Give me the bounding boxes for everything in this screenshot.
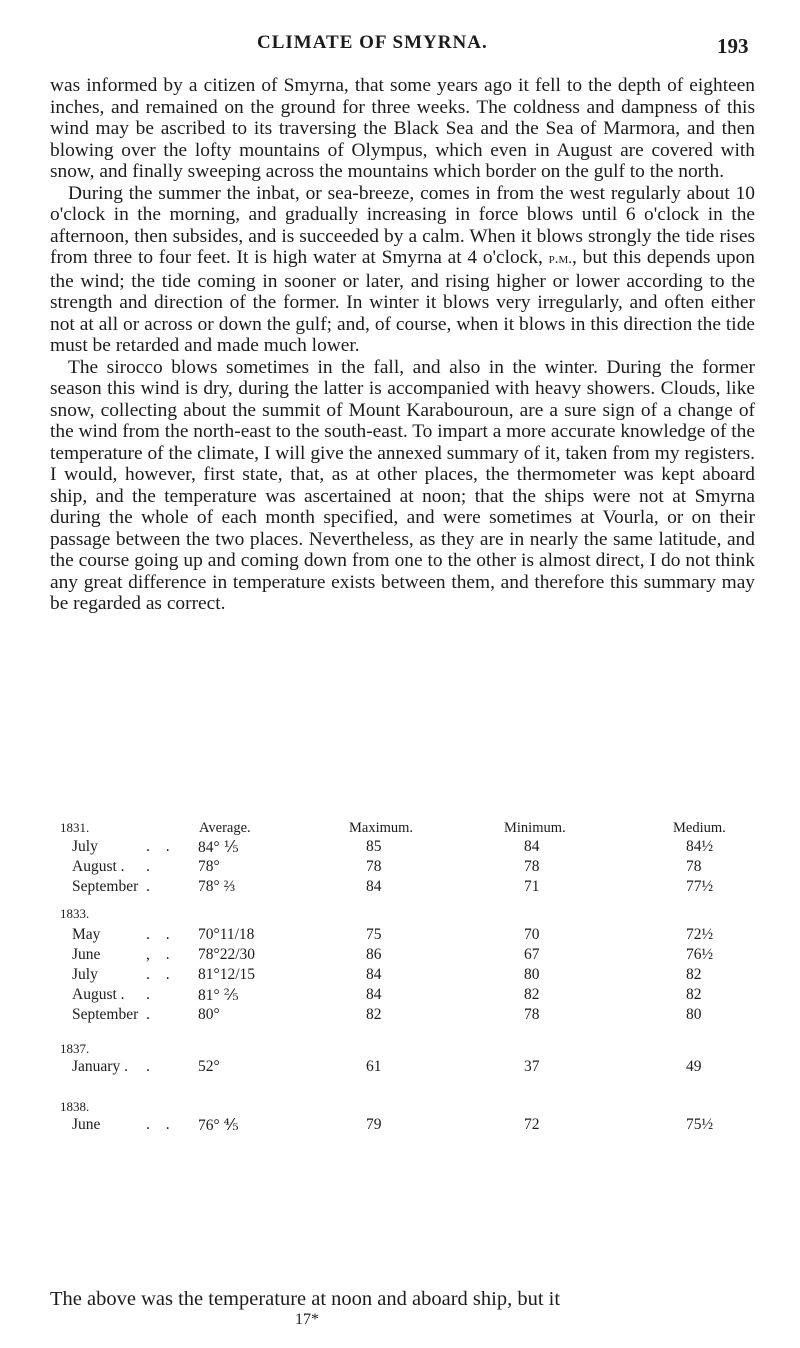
table-row [60,986,760,1006]
medium-cell: 78 [686,858,702,875]
year-label: 1838. [60,1099,90,1114]
leader-dots: . [146,1006,156,1023]
average-cell: 52° [198,1058,220,1075]
table-row [60,1058,760,1078]
leader-dots: . . [146,838,176,855]
medium-cell: 72½ [686,926,714,943]
average-cell: 84° ⅕ [198,839,239,856]
maximum-cell: 78 [366,858,382,875]
maximum-cell: 84 [366,986,382,1003]
maximum-cell: 85 [366,838,382,855]
minimum-cell: 71 [524,878,540,895]
medium-cell: 82 [686,986,702,1003]
month-cell: July [72,966,98,983]
running-title: CLIMATE OF SMYRNA. [257,32,488,53]
average-cell: 78° ⅔ [198,878,236,895]
month-cell: July [72,838,98,855]
maximum-cell: 75 [366,926,382,943]
paragraph-text-smallcaps: p.m. [548,251,573,267]
average-cell: 80° [198,1006,220,1023]
body-text [50,75,755,615]
table-row [60,838,760,858]
average-cell: 78°22/30 [198,946,256,963]
column-header-maximum: Maximum. [349,820,414,836]
signature-mark: 17* [295,1311,319,1328]
month-cell: January . [72,1058,128,1075]
medium-cell: 84½ [686,838,714,855]
month-cell: September [72,878,139,895]
paragraph-text: , but this depends upon the wind; the tide coming in sooner or later, and rising higher or lower according to the strength and direction of the former. In winter it blows very irregularly, and often either not at all or across or down the gulf; and, of course, when it blows in this direction the tide must be retarded and made much lower. [50,247,756,356]
table-row [60,1006,760,1026]
medium-cell: 82 [686,966,702,983]
leader-dots: , . [146,946,176,963]
table-row [60,926,760,946]
month-cell: August . [72,986,125,1003]
page-number: 193 [717,34,749,58]
average-cell: 70°11/18 [198,926,255,943]
column-header-minimum: Minimum. [504,820,566,836]
medium-cell: 80 [686,1006,702,1023]
maximum-cell: 79 [366,1116,382,1133]
paragraph-text: During the summer the inbat, or sea-breeze, comes in from the west regularly about 10 o'clock in the morning, and gradually increasing in force blows until 6 o'clock in the afternoon, then subsides, and is succeeded by a calm. When it blows strongly the tide rises from three to four feet. It is high water at Smyrna at 4 o'clock, [50,182,755,268]
leader-dots: . [146,878,156,895]
maximum-cell: 61 [366,1058,382,1075]
minimum-cell: 70 [524,926,540,943]
month-cell: June [72,1116,101,1133]
minimum-cell: 67 [524,946,540,963]
table-row [60,1116,760,1136]
month-cell: September [72,1006,139,1023]
minimum-cell: 78 [524,858,540,875]
leader-dots: . . [146,1116,176,1133]
year-label: 1833. [60,906,90,921]
leader-dots: . [146,858,156,875]
maximum-cell: 84 [366,966,382,983]
continuation-line: The above was the temperature at noon and aboard ship, but it [50,1288,561,1310]
average-cell: 76° ⅘ [198,1117,239,1134]
medium-cell: 76½ [686,946,714,963]
medium-cell: 49 [686,1058,702,1075]
minimum-cell: 82 [524,986,540,1003]
leader-dots: . . [146,926,176,943]
average-cell: 81° ⅖ [198,987,239,1004]
maximum-cell: 86 [366,946,382,963]
medium-cell: 75½ [686,1116,714,1133]
table-row [60,946,760,966]
year-label: 1831. [60,820,90,835]
table-row [60,966,760,986]
minimum-cell: 78 [524,1006,540,1023]
minimum-cell: 80 [524,966,540,983]
table-row [60,878,760,898]
month-cell: May [72,926,101,943]
minimum-cell: 37 [524,1058,540,1075]
table-row [60,858,760,878]
leader-dots: . [146,986,156,1003]
average-cell: 78° [198,858,220,875]
maximum-cell: 84 [366,878,382,895]
minimum-cell: 84 [524,838,540,855]
paragraph: The sirocco blows sometimes in the fall, and also in the winter. During the former season this wind is dry, during the latter is accompanied with heavy showers. Clouds, like snow, collecting about the summit of Mount Karabouroun, are a sure sign of a change of the wind from the north-east to the south-east. To impart a more accurate knowledge of the temperature of the climate, I will give the annexed summary of it, taken from my registers. I would, however, first state, that, as at other places, the thermometer was kept aboard ship, and the temperature was ascertained at noon; that the ships were not at Smyrna during the whole of each month specified, and were sometimes at Vourla, or on their passage between the two places. Nevertheless, as they are in nearly the same latitude, and the course going up and coming down from one to the other is almost direct, I do not think any great difference in temperature exists between them, and therefore this summary may be regarded as correct. [50,356,755,614]
paragraph [50,183,755,357]
month-cell: June [72,946,101,963]
column-header-medium: Medium. [673,820,726,836]
month-cell: August . [72,858,125,875]
paragraph: was informed by a citizen of Smyrna, that some years ago it fell to the depth of eighteen inches, and remained on the ground for three weeks. The coldness and dampness of this wind may be ascribed to its traversing the Black Sea and the Sea of Marmora, and then blowing over the lofty mountains of Olympus, which even in August are covered with snow, and finally sweeping across the mountains which border on the gulf to the north. [50,75,755,182]
average-cell: 81°12/15 [198,966,256,983]
column-header-average: Average. [199,820,251,836]
leader-dots: . [146,1058,156,1075]
maximum-cell: 82 [366,1006,382,1023]
year-label: 1837. [60,1041,90,1056]
leader-dots: . . [146,966,176,983]
minimum-cell: 72 [524,1116,540,1133]
medium-cell: 77½ [686,878,714,895]
